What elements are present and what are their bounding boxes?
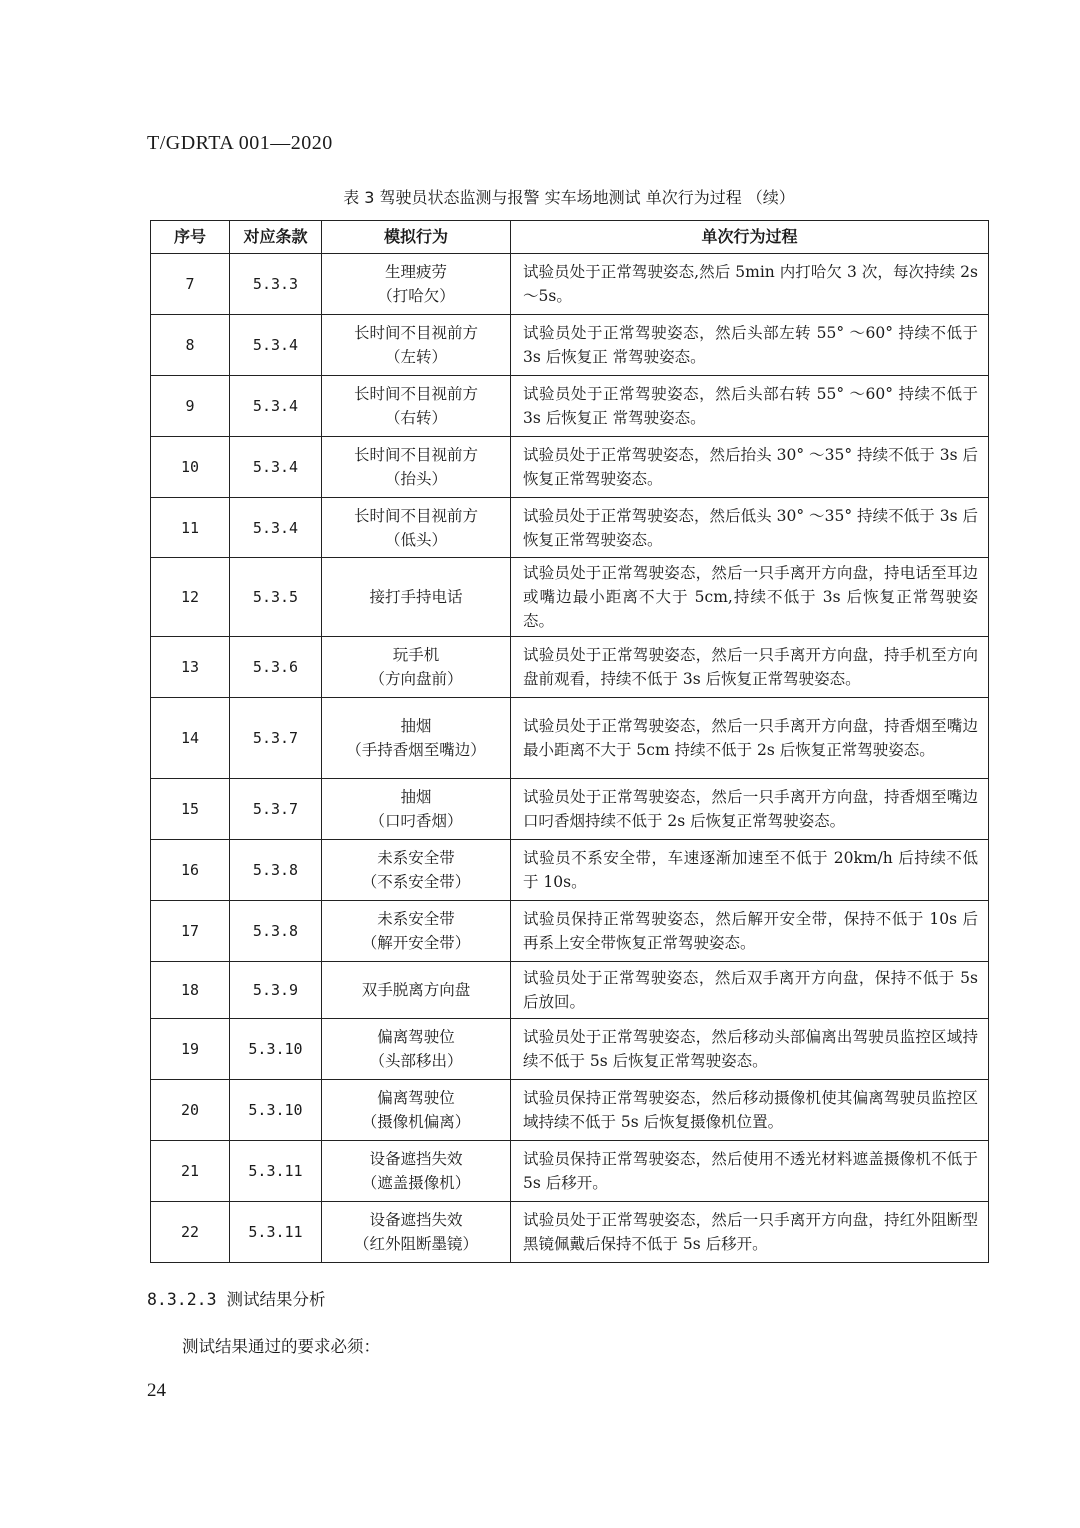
behavior-line: （口叼香烟） [369,812,463,830]
row-clause: 5.3.7 [230,779,322,840]
row-number: 9 [151,376,230,437]
row-behavior [322,1080,511,1141]
behavior-line: 玩手机 [392,646,440,664]
table-row [151,840,989,901]
behavior-line: 生理疲劳 [384,263,447,281]
row-behavior [322,901,511,962]
row-clause: 5.3.4 [230,437,322,498]
row-process: 试验员处于正常驾驶姿态，然后一只手离开方向盘，持香烟至嘴边口叼香烟持续不低于 2s 后恢复正常驾驶姿态。 [511,779,989,840]
behavior-line: 未系安全带 [377,849,455,867]
row-clause: 5.3.4 [230,376,322,437]
behavior-line: 长时间不目视前方 [353,324,478,342]
row-behavior [322,637,511,698]
row-number: 17 [151,901,230,962]
behavior-line: 偏离驾驶位 [377,1028,455,1046]
row-process: 试验员处于正常驾驶姿态，然后头部左转 55° ～60° 持续不低于 3s 后恢复正 常驾驶姿态。 [511,315,989,376]
row-process: 试验员处于正常驾驶姿态，然后一只手离开方向盘，持手机至方向盘前观看，持续不低于 3s 后恢复正常驾驶姿态。 [511,637,989,698]
table-body [151,254,989,1263]
table-row [151,698,989,779]
row-behavior [322,1019,511,1080]
row-process: 试验员保持正常驾驶姿态，然后移动摄像机使其偏离驾驶员监控区域持续不低于 5s 后恢复摄像机位置。 [511,1080,989,1141]
row-clause: 5.3.4 [230,498,322,558]
behavior-line: （抬头） [384,470,447,488]
table-row [151,901,989,962]
row-clause: 5.3.3 [230,254,322,315]
section-title: 测试结果分析 [226,1290,326,1309]
row-number: 16 [151,840,230,901]
section-heading [147,1286,326,1310]
row-number: 10 [151,437,230,498]
behavior-line: （摄像机偏离） [361,1113,471,1131]
table-row [151,1019,989,1080]
row-behavior [322,254,511,315]
table-row [151,962,989,1019]
behavior-line: 抽烟 [400,788,432,806]
row-clause: 5.3.10 [230,1080,322,1141]
behavior-line: 双手脱离方向盘 [361,981,471,999]
row-clause: 5.3.10 [230,1019,322,1080]
behavior-line: （右转） [384,409,447,427]
row-process: 试验员保持正常驾驶姿态，然后使用不透光材料遮盖摄像机不低于 5s 后移开。 [511,1141,989,1202]
behavior-line: （手持香烟至嘴边） [346,741,486,759]
row-behavior [322,498,511,558]
row-number: 18 [151,962,230,1019]
row-number: 19 [151,1019,230,1080]
row-process: 试验员保持正常驾驶姿态，然后解开安全带，保持不低于 10s 后再系上安全带恢复正常驾驶姿态。 [511,901,989,962]
row-number: 11 [151,498,230,558]
row-process: 试验员不系安全带，车速逐渐加速至不低于 20km/h 后持续不低于 10s。 [511,840,989,901]
column-header-num: 序号 [151,221,230,254]
row-number: 14 [151,698,230,779]
row-behavior [322,779,511,840]
page-number: 24 [147,1380,166,1401]
behavior-line: （头部移出） [369,1052,463,1070]
behavior-line: （左转） [384,348,447,366]
row-process: 试验员处于正常驾驶姿态，然后一只手离开方向盘，持电话至耳边或嘴边最小距离不大于 5cm,持续不低于 3s 后恢复正常驾驶姿态。 [511,558,989,637]
behavior-line: 设备遮挡失效 [369,1150,463,1168]
table-row [151,1202,989,1263]
behavior-line: 未系安全带 [377,910,455,928]
behavior-line: 接打手持电话 [369,588,463,606]
row-behavior [322,1202,511,1263]
table-row [151,637,989,698]
row-process: 试验员处于正常驾驶姿态，然后双手离开方向盘，保持不低于 5s 后放回。 [511,962,989,1019]
table-header-row [151,221,989,254]
row-clause: 5.3.4 [230,315,322,376]
table-row [151,376,989,437]
row-behavior [322,698,511,779]
row-number: 8 [151,315,230,376]
paragraph: 测试结果通过的要求必须： [182,1337,380,1356]
row-number: 22 [151,1202,230,1263]
row-number: 21 [151,1141,230,1202]
row-behavior [322,558,511,637]
row-clause: 5.3.6 [230,637,322,698]
table-row [151,315,989,376]
behavior-line: 长时间不目视前方 [353,385,478,403]
column-header-process: 单次行为过程 [511,221,989,254]
behavior-line: （红外阻断墨镜） [353,1235,478,1253]
behavior-line: （方向盘前） [369,670,463,688]
row-process: 试验员处于正常驾驶姿态,然后 5min 内打哈欠 3 次，每次持续 2s～5s。 [511,254,989,315]
row-behavior [322,376,511,437]
row-behavior [322,315,511,376]
section-number: 8.3.2.3 [147,1290,217,1309]
behavior-line: 抽烟 [400,717,432,735]
table-row [151,437,989,498]
row-process: 试验员处于正常驾驶姿态，然后抬头 30° ～35° 持续不低于 3s 后恢复正常驾驶姿态。 [511,437,989,498]
table-row [151,779,989,840]
row-clause: 5.3.8 [230,840,322,901]
row-clause: 5.3.11 [230,1141,322,1202]
behavior-line: 设备遮挡失效 [369,1211,463,1229]
row-number: 13 [151,637,230,698]
table-row [151,254,989,315]
row-process: 试验员处于正常驾驶姿态，然后低头 30° ～35° 持续不低于 3s 后恢复正常驾驶姿态。 [511,498,989,558]
behavior-line: （打哈欠） [377,287,455,305]
row-behavior [322,962,511,1019]
row-clause: 5.3.7 [230,698,322,779]
column-header-behavior: 模拟行为 [322,221,511,254]
behavior-line: 长时间不目视前方 [353,446,478,464]
row-process: 试验员处于正常驾驶姿态，然后头部右转 55° ～60° 持续不低于 3s 后恢复正 常驾驶姿态。 [511,376,989,437]
behavior-line: 长时间不目视前方 [353,506,478,525]
table-caption: 表 3 驾驶员状态监测与报警 实车场地测试 单次行为过程 （续） [343,188,795,207]
row-behavior [322,437,511,498]
row-behavior [322,840,511,901]
behavior-line: （遮盖摄像机） [361,1174,471,1192]
table-row [151,1080,989,1141]
behavior-table [150,220,989,1263]
row-clause: 5.3.8 [230,901,322,962]
row-clause: 5.3.11 [230,1202,322,1263]
row-clause: 5.3.9 [230,962,322,1019]
row-process: 试验员处于正常驾驶姿态，然后移动头部偏离出驾驶员监控区域持续不低于 5s 后恢复正常驾驶姿态。 [511,1019,989,1080]
row-process: 试验员处于正常驾驶姿态，然后一只手离开方向盘，持红外阻断型黑镜佩戴后保持不低于 5s 后移开。 [511,1202,989,1263]
behavior-line: （低头） [384,530,447,549]
row-number: 7 [151,254,230,315]
behavior-line: （解开安全带） [361,934,471,952]
row-clause: 5.3.5 [230,558,322,637]
row-number: 15 [151,779,230,840]
row-number: 12 [151,558,230,637]
column-header-clause: 对应条款 [230,221,322,254]
table-row [151,558,989,637]
behavior-line: 偏离驾驶位 [377,1089,455,1107]
table-row [151,498,989,558]
row-number: 20 [151,1080,230,1141]
row-process: 试验员处于正常驾驶姿态，然后一只手离开方向盘，持香烟至嘴边最小距离不大于 5cm 持续不低于 2s 后恢复正常驾驶姿态。 [511,698,989,779]
table-row [151,1141,989,1202]
behavior-line: （不系安全带） [361,873,471,891]
row-behavior [322,1141,511,1202]
document-id: T/GDRTA 001—2020 [147,132,333,154]
